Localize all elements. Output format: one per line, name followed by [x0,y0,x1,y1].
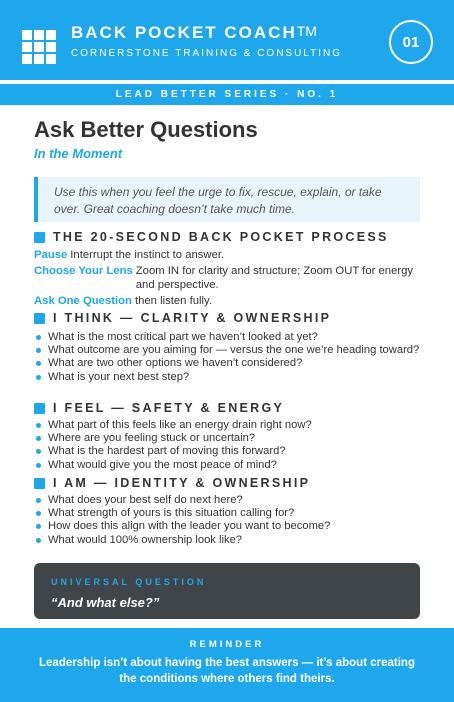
feel-question-list [34,419,424,472]
brand-subtitle: CORNERSTONE TRAINING & CONSULTING [71,48,343,59]
process-step-key: Choose Your Lens [34,265,133,277]
issue-number-badge: 01 [389,20,433,64]
process-step [34,264,424,292]
process-step-text: then listen fully. [134,295,212,307]
process-steps [34,248,424,310]
brand-name: BACK POCKET COACH™ [71,23,317,42]
process-step-text: Zoom IN for clarity and structure; Zoom OUT for energy and perspective. [135,265,414,291]
process-step [34,248,424,262]
bullet-dot-icon [36,423,41,428]
section-heading-label: I AM — IDENTITY & OWNERSHIP [53,476,311,490]
square-bullet-icon [34,403,45,414]
list-item: What strength of yours is this situation calling for? [34,507,424,520]
bullet-dot-icon [36,348,41,353]
series-bar: LEAD BETTER SERIES · NO. 1 [0,84,454,105]
list-item: What would 100% ownership look like? [34,534,424,547]
process-step-text: Interrupt the instinct to answer. [70,249,225,261]
bullet-dot-icon [36,361,41,366]
trademark: TM [296,23,317,39]
square-bullet-icon [34,232,45,243]
process-step-key: Ask One Question [34,295,132,307]
reminder-footer [0,628,454,702]
bullet-dot-icon [36,538,41,543]
process-heading [34,230,389,244]
universal-question-label: UNIVERSAL QUESTION [51,577,207,587]
list-item: What does your best self do next here? [34,494,424,507]
bullet-dot-icon [36,463,41,468]
section-heading-label: THE 20-SECOND BACK POCKET PROCESS [53,230,389,244]
section-heading-label: I FEEL — SAFETY & ENERGY [53,401,285,415]
reminder-label: REMINDER [189,639,265,650]
header-banner [0,0,454,80]
grid-logo-icon [22,30,56,64]
bullet-dot-icon [36,335,41,340]
bullet-dot-icon [36,524,41,529]
list-item: What are two other options we haven’t considered? [34,357,424,370]
universal-question-text: “And what else?” [51,595,160,610]
list-item: Where are you feeling stuck or uncertain? [34,432,424,445]
process-step [34,294,424,308]
feel-heading [34,401,284,415]
list-item: What is the most critical part we haven’t looked at yet? [34,331,424,344]
think-question-list [34,331,424,384]
bullet-dot-icon [36,436,41,441]
universal-question-panel [34,563,420,619]
think-heading [34,311,331,325]
list-item: What part of this feels like an energy drain right now? [34,419,424,432]
bullet-dot-icon [36,498,41,503]
bullet-dot-icon [36,449,41,454]
page-title: Ask Better Questions [34,117,258,142]
reminder-text: Leadership isn’t about having the best answers — it’s about creating the conditions where others find theirs. [39,657,415,685]
list-item: What is your next best step? [34,371,424,384]
list-item: How does this align with the leader you want to become? [34,520,424,533]
am-heading [34,476,310,490]
bullet-dot-icon [36,511,41,516]
list-item: What is the hardest part of moving this forward? [34,445,424,458]
process-step-key: Pause [34,249,68,261]
square-bullet-icon [34,313,45,324]
list-item: What outcome are you aiming for — versus the one we’re heading toward? [34,344,424,357]
bullet-dot-icon [36,375,41,380]
am-question-list [34,494,424,547]
square-bullet-icon [34,478,45,489]
intro-callout: Use this when you feel the urge to fix, rescue, explain, or take over. Great coaching doesn’t take much time. [34,177,420,222]
page-subtitle: In the Moment [34,146,123,161]
list-item: What would give you the most peace of mind? [34,459,424,472]
section-heading-label: I THINK — CLARITY & OWNERSHIP [53,311,332,325]
